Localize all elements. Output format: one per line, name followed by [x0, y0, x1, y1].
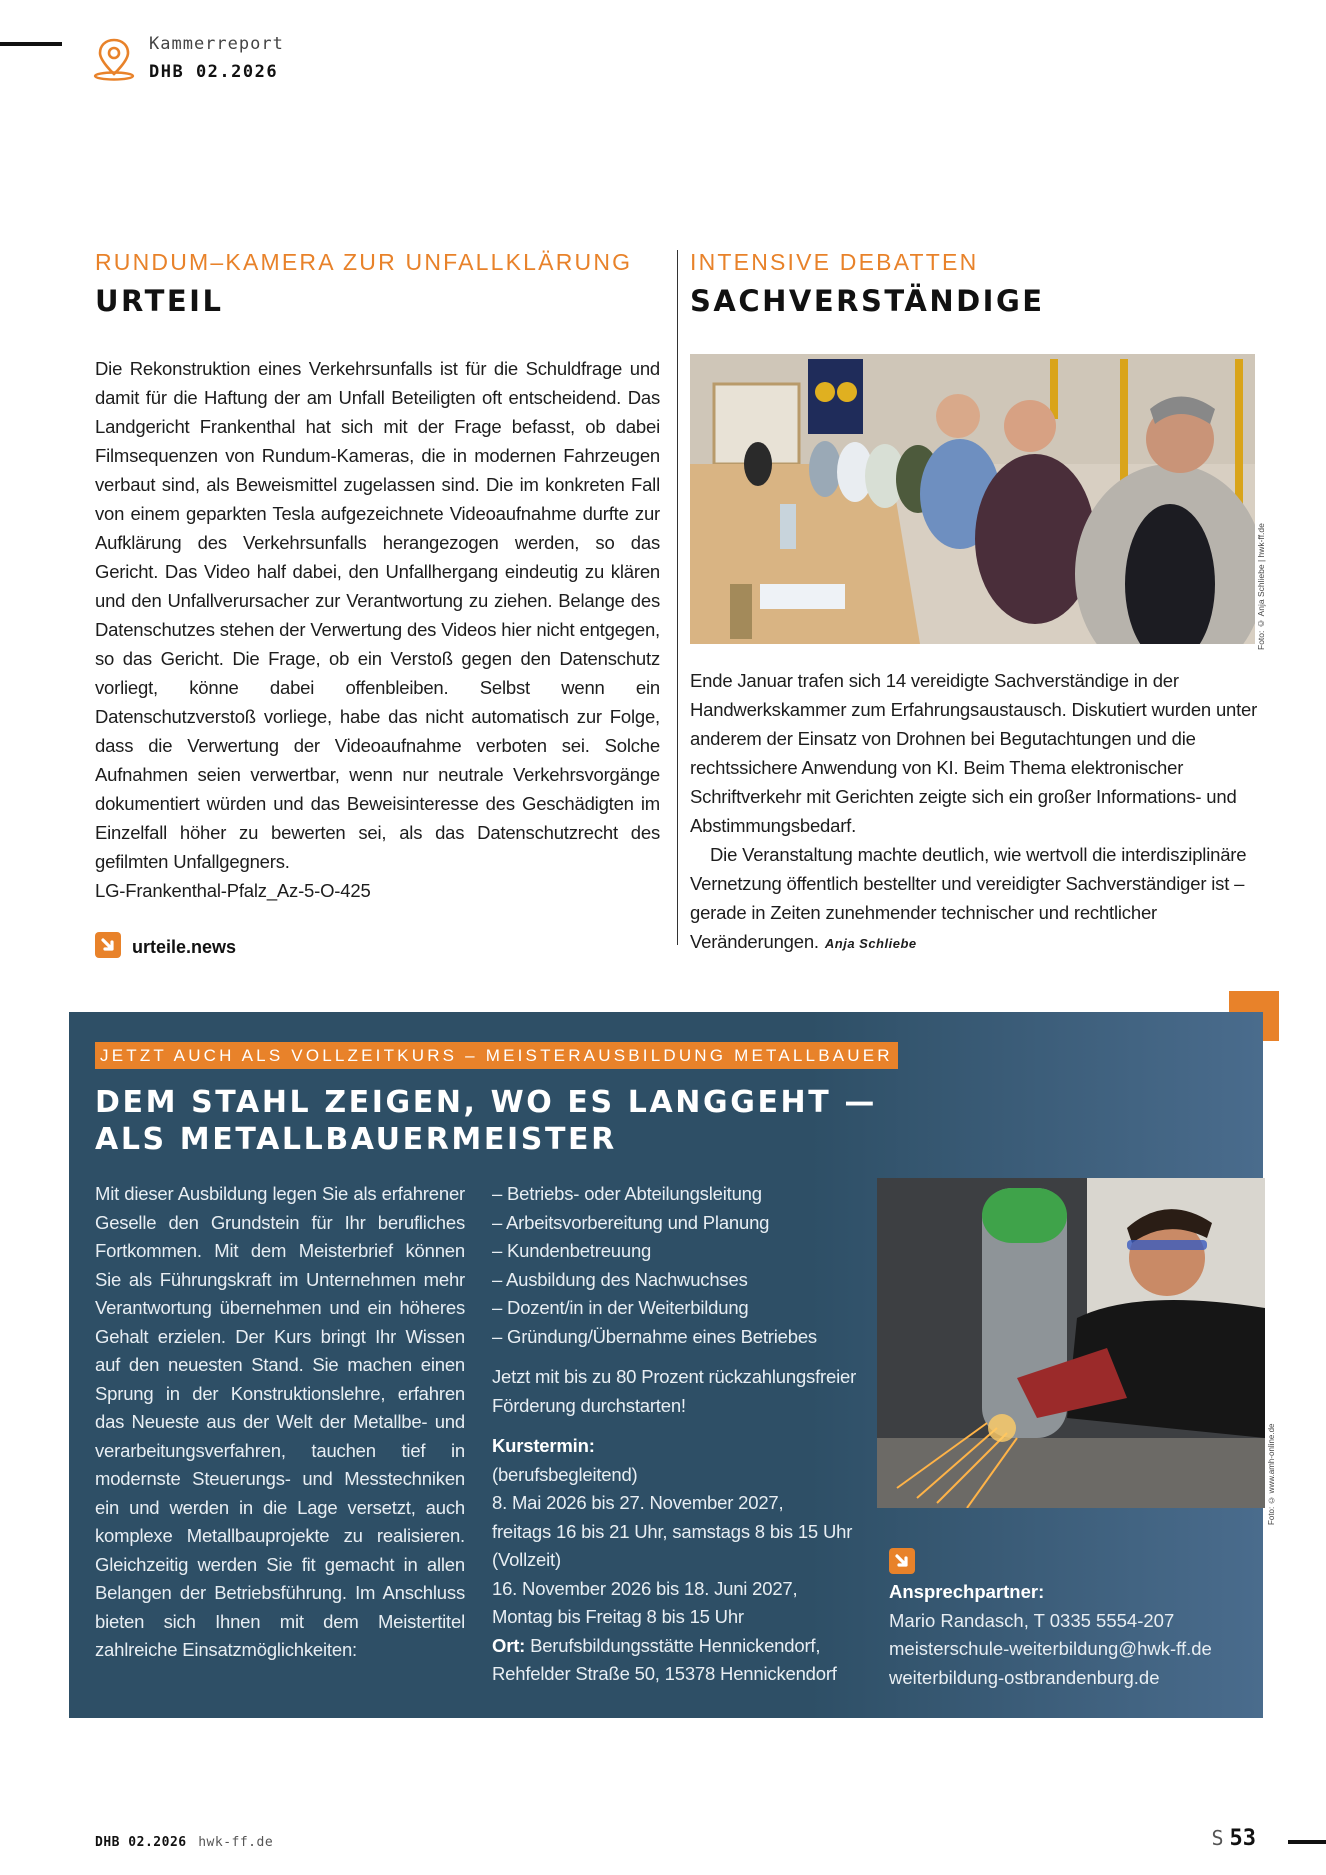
- meeting-photo-illustration: [690, 354, 1255, 644]
- contact-label: Ansprechpartner:: [889, 1581, 1045, 1602]
- column-divider: [677, 250, 678, 945]
- meeting-photo: [690, 354, 1255, 644]
- funding-note: Jetzt mit bis zu 80 Prozent rückzahlungsfreier Förderung durchstarten!: [492, 1366, 857, 1416]
- contact-name-phone: Mario Randasch, T 0335 5554-207: [889, 1609, 1175, 1631]
- article-sachverstaendige: [690, 248, 1260, 958]
- course-line: 8. Mai 2026 bis 27. November 2027,: [492, 1492, 784, 1513]
- contact-web-link[interactable]: weiterbildung-ostbrandenburg.de: [889, 1666, 1160, 1688]
- footer-rule: [1288, 1840, 1326, 1844]
- ad-kicker: JETZT AUCH ALS VOLLZEITKURS – MEISTERAUSBILDUNG METALLBAUER: [95, 1042, 898, 1069]
- article-body: [95, 354, 660, 905]
- article-kicker: RUNDUM–KAMERA ZUR UNFALLKLÄRUNG: [95, 249, 633, 275]
- list-item: – Kundenbetreuung: [492, 1240, 652, 1261]
- ad-contact: [889, 1548, 1269, 1692]
- location-label: Ort:: [492, 1634, 526, 1656]
- ad-intro: Mit dieser Ausbildung legen Sie als erfahrener Geselle den Grundstein für Ihr berufliches Fortkommen. Mit dem Meisterbrief können Sie als Führungskraft im Unternehmen mehr Verantwortung übernehmen und ein höheres Gehalt erzielen. Der Kurs bringt Ihr Wissen auf den neuesten Stand. Sie machen einen Sprung in der Konstruktionslehre, erfahren das Neueste aus der Welt der Metallbe- und verarbeitungsverfahren, tauchen tief in modernste Steuerungs- und Messtechniken ein und werden in die Lage versetzt, auch komplexe Metallbauprojekte zu realisieren. Gleichzeitig werden Sie fit gemacht in allen Belangen der Betriebsführung. Im Anschluss bieten sich Ihnen mit dem Meistertitel zahlreiche Einsatzmöglichkeiten:: [95, 1183, 465, 1660]
- header-rule: [0, 42, 62, 46]
- course-line: freitags 16 bis 21 Uhr, samstags 8 bis 15 Uhr: [492, 1520, 853, 1542]
- ad-title-line: ALS METALLBAUERMEISTER: [95, 1122, 617, 1157]
- list-item: – Ausbildung des Nachwuchses: [492, 1268, 748, 1290]
- footer-left: [95, 1834, 273, 1850]
- course-line: (berufsbegleitend): [492, 1463, 638, 1485]
- list-item: – Arbeitsvorbereitung und Planung: [492, 1211, 770, 1233]
- arrow-badge-icon: [95, 932, 121, 958]
- metalworker-photo-illustration: [877, 1178, 1265, 1508]
- course-label: Kurstermin:: [492, 1435, 595, 1456]
- course-line: (Vollzeit): [492, 1549, 561, 1570]
- footer-site: hwk-ff.de: [198, 1835, 274, 1850]
- article-paragraph: [690, 840, 1260, 958]
- section-title: Kammerreport: [149, 34, 284, 54]
- urteile-news-link[interactable]: [95, 931, 660, 958]
- location-line: Berufsbildungsstätte Hennickendorf,: [530, 1634, 821, 1656]
- arrow-badge-icon: [889, 1548, 915, 1574]
- metalworker-photo: [877, 1178, 1265, 1508]
- photo-credit: Foto: © Anja Schliebe | hwk-ff.de: [1256, 523, 1266, 650]
- ad-title: [95, 1084, 877, 1158]
- link-label[interactable]: urteile.news: [132, 937, 237, 957]
- photo-credit: Foto: © www.amh-online.de: [1267, 1423, 1276, 1525]
- ad-details: [492, 1180, 872, 1689]
- page-prefix: S: [1211, 1826, 1224, 1850]
- article-paragraph: Ende Januar trafen sich 14 vereidigte Sachverständige in der Handwerkskammer zum Erfahrungsaustausch. Diskutiert wurden unter anderem der Einsatz von Drohnen bei Begutachtungen und die rechtssichere Anwendung von KI. Beim Thema elektronischer Schriftverkehr mit Gerichten zeigte sich ein großer Informations- und Abstimmungsbedarf.: [690, 670, 1258, 836]
- list-item: – Betriebs- oder Abteilungsleitung: [492, 1183, 762, 1204]
- article-paragraph: Die Rekonstruktion eines Verkehrsunfalls ist für die Schuldfrage und damit für die Haftung der am Unfall Beteiligten oft entscheidend. Das Landgericht Frankenthal hat sich mit der Frage befasst, ob dabei Filmsequenzen von Rundum-Kameras, die in modernen Fahrzeugen verbaut sind, als Beweismittel zugelassen sind. Die im konkreten Fall von einem geparkten Tesla aufgezeichnete Videoaufnahme durfte zur Aufklärung des Verkehrsunfalls herangezogen werden, so das Gericht. Das Video half dabei, den Unfallhergang eindeutig zu klären und den Unfallverursacher zur Verantwortung zu ziehen. Belange des Datenschutzes stehen der Verwertung des Videos hier nicht entgegen, so das Gericht. Die Frage, ob ein Verstoß gegen den Datenschutz vorliegt, könne dabei offenbleiben. Selbst wenn ein Datenschutzverstoß vorliege, habe das nicht automatisch zur Folge, dass die Verwertung der Videoaufnahme verboten sei. Solche Aufnahmen seien verwertbar, wenn nur neutrale Verkehrsvorgänge dokumentiert würden und das Beweisinteresse des Geschädigten im Einzelfall höher zu bewerten sei, als das Datenschutzrecht des gefilmten Unfallgegners.: [95, 358, 660, 872]
- case-reference: LG-Frankenthal-Pfalz_Az-5-O-425: [95, 880, 371, 901]
- article-headline: SACHVERSTÄNDIGE: [690, 284, 1045, 318]
- article-headline: URTEIL: [95, 284, 224, 318]
- article-urteil: [95, 248, 660, 958]
- location-line: Rehfelder Straße 50, 15378 Hennickendorf: [492, 1663, 837, 1684]
- article-body: [690, 666, 1260, 958]
- issue-label: DHB 02.2026: [149, 62, 279, 82]
- ad-title-line: DEM STAHL ZEIGEN, WO ES LANGGEHT —: [95, 1085, 877, 1120]
- career-options-list: [492, 1180, 872, 1351]
- article-paragraph-text: Die Veranstaltung machte deutlich, wie wertvoll die interdisziplinäre Vernetzung öffentlich bestellter und vereidigter Sachverständiger ist – gerade in Zeiten zunehmender technischer und rechtlicher Veränderungen.: [690, 844, 1247, 952]
- meister-ad: [69, 1012, 1263, 1718]
- page-number-value: 53: [1229, 1826, 1256, 1851]
- article-kicker: INTENSIVE DEBATTEN: [690, 249, 979, 275]
- course-line: Montag bis Freitag 8 bis 15 Uhr: [492, 1606, 744, 1627]
- course-line: 16. November 2026 bis 18. Juni 2027,: [492, 1577, 798, 1599]
- location: [492, 1632, 872, 1661]
- author-byline: Anja Schliebe: [824, 936, 917, 951]
- list-item: – Gründung/Übernahme eines Betriebes: [492, 1325, 817, 1347]
- page-number: [1211, 1826, 1256, 1851]
- contact-email-link[interactable]: meisterschule-weiterbildung@hwk-ff.de: [889, 1638, 1212, 1659]
- footer-issue: DHB 02.2026: [95, 1835, 187, 1850]
- list-item: – Dozent/in in der Weiterbildung: [492, 1297, 749, 1318]
- map-pin-icon: [92, 36, 136, 82]
